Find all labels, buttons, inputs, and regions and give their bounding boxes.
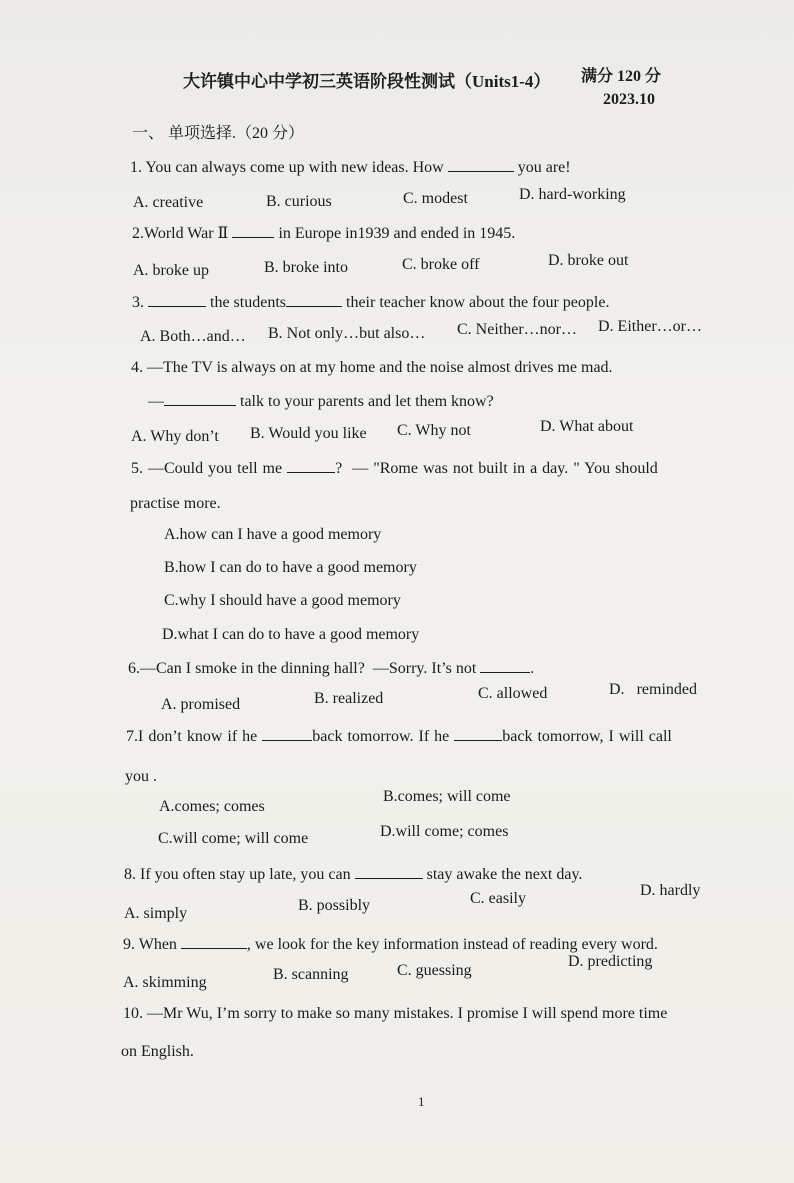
q7-option-a: A.comes; comes: [159, 798, 265, 815]
question-5-stem-cont: practise more.: [130, 495, 221, 512]
q6-option-a: A. promised: [161, 696, 241, 713]
answer-blank: [181, 934, 247, 949]
q5-option-a: A.how can I have a good memory: [164, 526, 382, 543]
q4-option-a: A. Why don’t: [131, 428, 219, 445]
question-2-stem: 2.World War Ⅱ in Europe in1939 and ended in 1945.: [132, 225, 516, 242]
q4-option-c: C. Why not: [397, 422, 471, 439]
question-4-reply: — talk to your parents and let them know?: [148, 393, 494, 410]
q9-option-d: D. predicting: [568, 953, 653, 970]
q9-option-c: C. guessing: [397, 962, 472, 979]
question-10-stem: 10. —Mr Wu, I’m sorry to make so many mistakes. I promise I will spend more time: [123, 1005, 668, 1022]
question-4-stem: 4. —The TV is always on at my home and the noise almost drives me mad.: [131, 359, 613, 376]
q5-option-b: B.how I can do to have a good memory: [164, 559, 417, 576]
q9-option-b: B. scanning: [273, 966, 349, 983]
q2-option-c: C. broke off: [402, 256, 480, 273]
question-6-stem: 6.—Can I smoke in the dinning hall? —Sorry. It’s not .: [128, 660, 535, 677]
q8-option-c: C. easily: [470, 890, 526, 907]
q5-option-d: D.what I can do to have a good memory: [162, 626, 420, 643]
q2-option-b: B. broke into: [264, 259, 348, 276]
answer-blank: [454, 726, 502, 741]
q6-option-c: C. allowed: [478, 685, 548, 702]
exam-title: 大许镇中心中学初三英语阶段性测试（Units1-4）: [183, 72, 551, 91]
q2-option-d: D. broke out: [548, 252, 629, 269]
q7-option-d: D.will come; comes: [380, 823, 509, 840]
answer-blank: [262, 726, 312, 741]
answer-blank: [448, 157, 514, 172]
question-10-stem-cont: on English.: [121, 1043, 194, 1060]
answer-blank: [286, 292, 342, 307]
question-7-stem: 7.I don’t know if he back tomorrow. If he back tomorrow, I will call: [126, 728, 672, 745]
answer-blank: [287, 458, 335, 473]
q2-option-a: A. broke up: [133, 262, 209, 279]
q7-option-c: C.will come; will come: [158, 830, 309, 847]
exam-date: 2023.10: [603, 91, 655, 108]
answer-blank: [232, 223, 274, 238]
question-9-stem: 9. When , we look for the key information instead of reading every word.: [123, 936, 658, 953]
full-score: 满分 120 分: [581, 68, 662, 85]
q3-option-c: C. Neither…nor…: [457, 321, 577, 338]
question-7-stem-cont: you .: [125, 768, 157, 785]
q4-option-b: B. Would you like: [250, 425, 367, 442]
q1-option-d: D. hard-working: [519, 186, 626, 203]
answer-blank: [148, 292, 206, 307]
page-number: 1: [418, 1094, 425, 1109]
section-heading: 一、 单项选择.（20 分）: [132, 125, 305, 142]
q1-option-a: A. creative: [133, 194, 204, 211]
q6-option-d: D. reminded: [609, 681, 697, 698]
q8-option-b: B. possibly: [298, 897, 371, 914]
q8-option-d: D. hardly: [640, 882, 701, 899]
q3-option-b: B. Not only…but also…: [268, 325, 426, 342]
q5-option-c: C.why I should have a good memory: [164, 592, 401, 609]
q9-option-a: A. skimming: [123, 974, 207, 991]
q3-option-a: A. Both…and…: [140, 328, 246, 345]
answer-blank: [355, 864, 423, 879]
q7-option-b: B.comes; will come: [383, 788, 511, 805]
question-1-stem: 1. You can always come up with new ideas. How you are!: [130, 159, 571, 176]
q1-option-c: C. modest: [403, 190, 468, 207]
answer-blank: [480, 658, 530, 673]
q1-option-b: B. curious: [266, 193, 332, 210]
question-8-stem: 8. If you often stay up late, you can stay awake the next day.: [124, 866, 583, 883]
q8-option-a: A. simply: [124, 905, 188, 922]
q6-option-b: B. realized: [314, 690, 384, 707]
answer-blank: [164, 391, 236, 406]
q4-option-d: D. What about: [540, 418, 634, 435]
question-5-stem: 5. —Could you tell me ? — "Rome was not built in a day. " You should: [131, 460, 658, 477]
q3-option-d: D. Either…or…: [598, 318, 702, 335]
question-3-stem: 3. the students their teacher know about the four people.: [132, 294, 610, 311]
